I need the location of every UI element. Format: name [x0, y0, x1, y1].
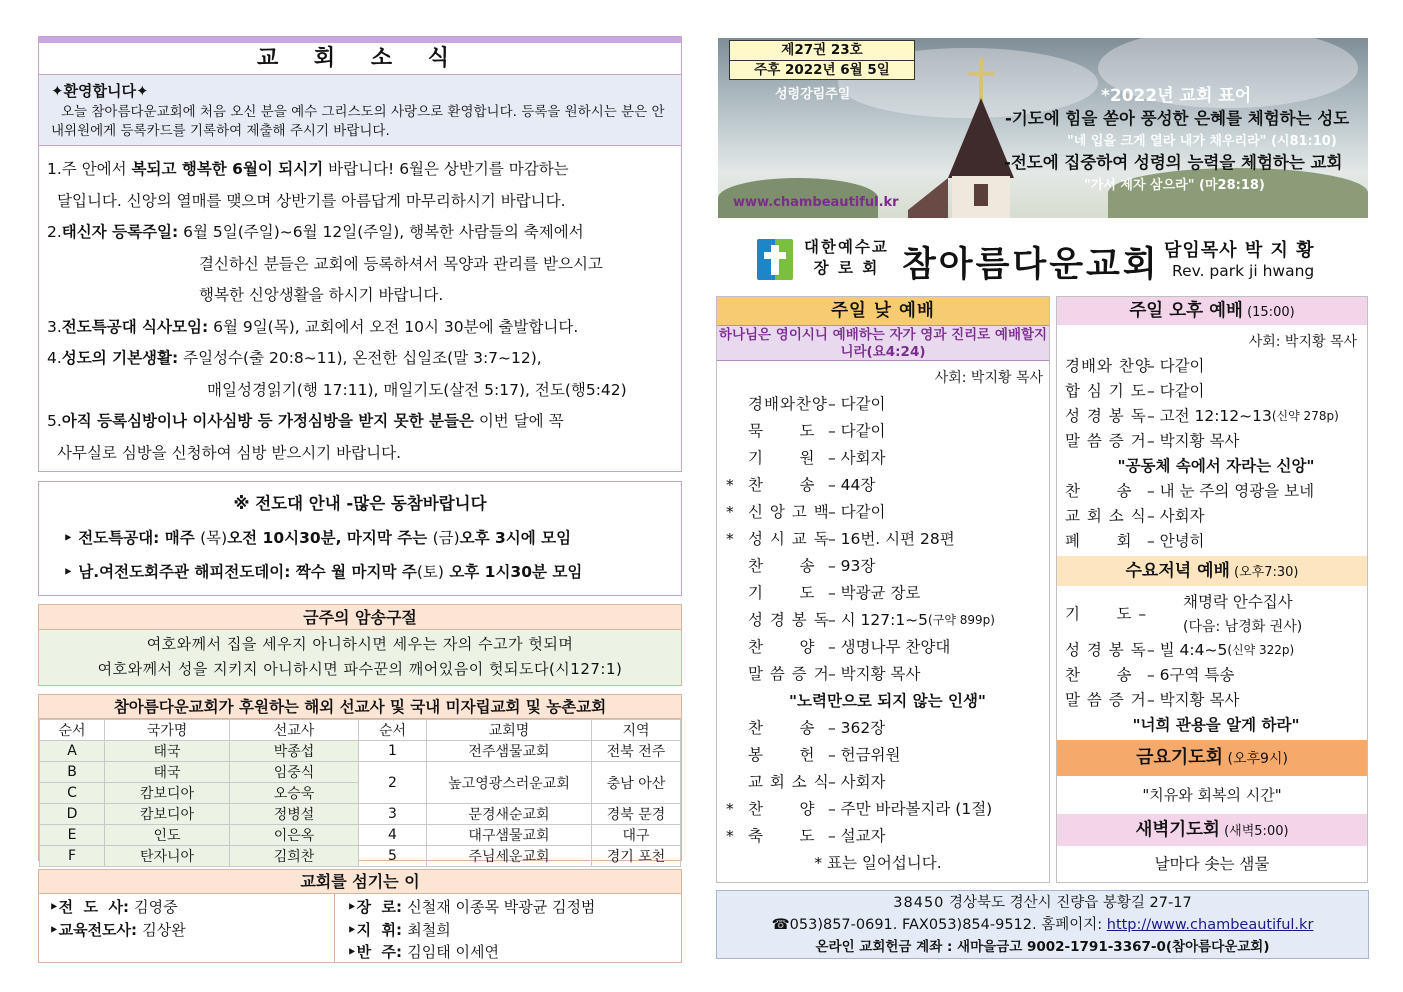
memory-verse-line-2: 여호와께서 성을 지키지 아니하시면 파수꾼의 깨어있음이 헛되도다(시127:1): [97, 660, 623, 678]
church-steeple-image: [908, 58, 1058, 218]
banner-url: www.chambeautiful.kr: [733, 195, 899, 210]
wednesday-prayer-row: 기 도 – 채명락 안수집사 (다음: 남경화 권사): [1065, 593, 1303, 635]
motto-line-1: -기도에 힘을 쏟아 풍성한 은혜를 체험하는 성도: [1005, 109, 1350, 128]
servants-title: 교회를 섬기는 이: [39, 870, 681, 894]
sermon-title: "공동체 속에서 자라는 신앙": [1117, 457, 1315, 475]
motto-line-2: -전도에 집중하여 성령의 능력을 체험하는 교회: [1004, 153, 1343, 172]
servant-row: ‣전 도 사: 김영중: [49, 898, 178, 916]
header-banner: [718, 38, 1368, 218]
memory-verse-line-1: 여호와께서 집을 세우지 아니하시면 세우는 자의 수고가 헛되며: [146, 635, 574, 653]
order-row: 폐 회 – 안녕히: [1065, 532, 1205, 550]
order-row: * 신 앙 고 백 – 다같이: [726, 503, 886, 521]
dawn-prayer-title: 새벽기도회 (새벽5:00): [1057, 814, 1367, 846]
church-identity: [752, 232, 1368, 287]
table-row: F 탄자니아 김희찬 5 주님세운교회 경기 포천: [40, 846, 681, 867]
order-row: 묵 도 – 다같이: [748, 422, 886, 440]
memory-verse-body: [39, 630, 681, 682]
servants-left-column: [39, 894, 335, 962]
motto-ref-1: "네 입을 크게 열라 내가 채우리라" (시81:10): [1067, 134, 1337, 149]
sunday-morning-host: 사회: 박지황 목사: [934, 370, 1043, 386]
denomination: 대한예수교 장 로 회: [804, 238, 889, 277]
order-row: 찬 송 – 362장: [748, 719, 886, 737]
news-item-2: 2.태신자 등록주일: 6월 5일(주일)~6월 12일(주일), 행복한 사람들의 축제에서: [47, 223, 584, 241]
news-title: 교 회 소 식: [39, 43, 681, 75]
welcome-title: ✦환영합니다✦: [51, 82, 149, 100]
table-row: A 태국 박종섭 1 전주샘물교회 전북 전주: [40, 741, 681, 762]
order-row: * 찬 양 – 주만 바라볼지라 (1절): [726, 800, 993, 818]
servant-row: ‣장 로: 신철재 이종목 박광균 김정범: [347, 898, 596, 916]
servants-right-column: [335, 894, 595, 962]
news-item-1: 1.주 안에서 복되고 행복한 6월이 되시기 바랍니다! 6월은 상반기를 마감하는: [47, 160, 569, 178]
evangelism-line-2: ‣ 남.여전도회주관 해피전도데이: 짝수 월 마지막 주(토) 오후 1시30분 모임: [63, 563, 583, 581]
table-row: C 캄보디아 오승욱: [40, 783, 681, 804]
order-row: * 성 시 교 독 – 16번. 시편 28편: [726, 530, 955, 548]
order-row: * 축 도 – 설교자: [726, 827, 886, 845]
church-logo-icon: [757, 239, 793, 280]
standing-note: * 표는 일어섭니다.: [814, 854, 942, 872]
order-row: 교 회 소 식 – 사회자: [1065, 507, 1205, 525]
news-item-3: 3.전도특공대 식사모임: 6월 9일(목), 교회에서 오전 10시 30분에 출발합니다.: [47, 317, 579, 336]
order-row: 말 씀 증 거 – 박지황 목사: [1065, 691, 1240, 709]
news-item-4: 4.성도의 기본생활: 주일성수(출 20:8~11), 온전한 십일조(말 3:7~12),: [47, 349, 542, 367]
order-row: * 찬 송 – 44장: [726, 476, 876, 494]
servant-row: ‣반 주: 김임태 이세연: [347, 943, 499, 961]
phone-line: ☎053)857-0691. FAX053)854-9512. 홈페이지: http://www.chambeautiful.kr: [771, 917, 1314, 933]
dawn-prayer-body: 날마다 솟는 샘물: [1154, 855, 1270, 873]
servants-section: [38, 869, 682, 963]
order-row: 성 경 봉 독 – 고전 12:12~13 (신약 278p): [1065, 407, 1339, 425]
table-row: E 인도 이은옥 4 대구샘물교회 대구: [40, 825, 681, 846]
order-row: 경배와찬양 – 다같이: [748, 395, 886, 413]
sunday-morning-verse: 하나님은 영이시니 예배하는 자가 영과 진리로 예배할지니라(요4:24): [718, 327, 1048, 360]
evangelism-title: ※ 전도대 안내 -많은 동참바랍니다: [233, 494, 487, 513]
afternoon-order: [1057, 354, 1367, 554]
news-item-2-cont2: 행복한 신앙생활을 하시기 바랍니다.: [199, 286, 444, 304]
order-row: 말 씀 증 거 – 박지황 목사: [748, 665, 921, 683]
pastor-name: 담임목사 박 지 황: [1164, 240, 1315, 261]
volume-number: 제27권 23호: [781, 42, 863, 58]
friday-prayer-body: "치유와 회복의 시간": [1142, 786, 1282, 804]
motto-ref-2: "가서 제자 삼으라" (마28:18): [1084, 178, 1265, 193]
bank-account-line: 온라인 교회헌금 계좌 : 새마을금고 9002-1791-3367-0(참아름다운교회): [815, 939, 1270, 955]
table-row: B 태국 임중식 2 높고영광스러운교회 충남 아산: [40, 762, 681, 783]
church-name: 참아름다운교회: [902, 245, 1160, 285]
servant-row: ‣지 휘: 최철희: [347, 920, 451, 939]
news-item-5-cont: 사무실로 심방을 신청하여 심방 받으시기 바랍니다.: [57, 443, 401, 462]
sermon-title: "너희 관용을 알게 하라": [1132, 716, 1300, 734]
order-row: 찬 송 – 6구역 특송: [1065, 666, 1235, 684]
contact-footer: [716, 890, 1369, 959]
missions-title: 참아름다운교회가 후원하는 해외 선교사 및 국내 미자립교회 및 농촌교회: [39, 695, 681, 719]
order-row: 경배와 찬양 – 다같이: [1065, 357, 1205, 375]
order-row: 성 경 봉 독 – 빌 4:4~5 (신약 322p): [1065, 641, 1295, 659]
sunday-afternoon-title: 주일 오후 예배 (15:00): [1057, 297, 1367, 325]
servant-row: ‣교육전도사: 김상완: [49, 920, 186, 939]
news-item-4-cont: 매일성경읽기(행 17:11), 매일기도(살전 5:17), 전도(행5:42): [207, 380, 627, 399]
sunday-afternoon-host: 사회: 박지황 목사: [1248, 334, 1357, 350]
news-items: [39, 146, 681, 469]
memory-verse-title: 금주의 암송구절: [39, 605, 681, 630]
order-row: 찬 송 – 내 눈 주의 영광을 보네: [1065, 482, 1315, 500]
table-header-row: 순서 국가명 선교사 순서 교회명 지역: [40, 720, 681, 741]
order-row: 기 원 – 사회자: [748, 449, 886, 467]
wednesday-title: 수요저녁 예배 (오후7:30): [1057, 556, 1367, 586]
welcome-box: [39, 75, 681, 146]
liturgical-day: 성령강림주일: [775, 87, 851, 102]
missions-section: [38, 694, 682, 865]
order-of-worship: [717, 391, 1049, 850]
volume-box: [729, 40, 915, 80]
news-item-5: 5.아직 등록심방이나 이사심방 등 가정심방을 받지 못한 분들은 이번 달에 꼭: [47, 412, 564, 430]
church-news-section: [38, 36, 682, 472]
news-item-1-cont: 달입니다. 신앙의 열매를 맺으며 상반기를 아름답게 마무리하시기 바랍니다.: [57, 191, 566, 210]
order-row: 말 씀 증 거 – 박지황 목사: [1065, 432, 1240, 450]
missions-table: [39, 719, 681, 867]
homepage-link[interactable]: http://www.chambeautiful.kr: [1106, 917, 1314, 933]
sermon-title: "노력만으로 되지 않는 인생": [788, 692, 987, 710]
order-row: 찬 양 – 생명나무 찬양대: [748, 638, 951, 656]
sunday-morning-title: 주일 낮 예배: [717, 297, 1049, 325]
order-row: 찬 송 – 93장: [748, 557, 876, 575]
order-row: 봉 헌 – 헌금위원: [748, 746, 901, 764]
friday-prayer-title: 금요기도회 (오후9시): [1057, 740, 1367, 776]
evangelism-section: [38, 481, 682, 596]
issue-date: 주후 2022년 6월 5일: [730, 60, 914, 80]
news-item-2-cont: 결신하신 분들은 교회에 등록하셔서 목양과 관리를 받으시고: [199, 254, 603, 273]
motto-title: *2022년 교회 표어: [1101, 86, 1252, 106]
order-row: 기 도 – 박광균 장로: [748, 584, 921, 602]
wednesday-order: [1057, 586, 1367, 738]
welcome-body: 오늘 참아름다운교회에 처음 오신 분을 예수 그리스도의 사랑으로 환영합니다. 등록을 원하시는 분은 안내위원에게 등록카드를 기록하여 제출해 주시기 바랍니다.: [51, 104, 665, 139]
memory-verse-section: [38, 604, 682, 686]
order-row: 교 회 소 식 – 사회자: [748, 773, 886, 791]
address-line: 38450 경상북도 경산시 진량읍 봉황길 27-17: [893, 895, 1192, 911]
sunday-morning-worship: [716, 296, 1050, 883]
order-row: 성 경 봉 독 – 시 127:1~5 (구약 899p): [748, 611, 995, 629]
zip-code: 38450: [893, 895, 945, 911]
sunday-afternoon-worship: [1056, 296, 1368, 883]
order-row: 합 심 기 도 – 다같이: [1065, 382, 1205, 400]
evangelism-line-1: ‣ 전도특공대: 매주 (목)오전 10시30분, 마지막 주는 (금)오후 3시에 모임: [63, 529, 572, 547]
table-row: D 캄보디아 정병설 3 문경새순교회 경북 문경: [40, 804, 681, 825]
pastor-name-english: Rev. park ji hwang: [1172, 262, 1315, 280]
